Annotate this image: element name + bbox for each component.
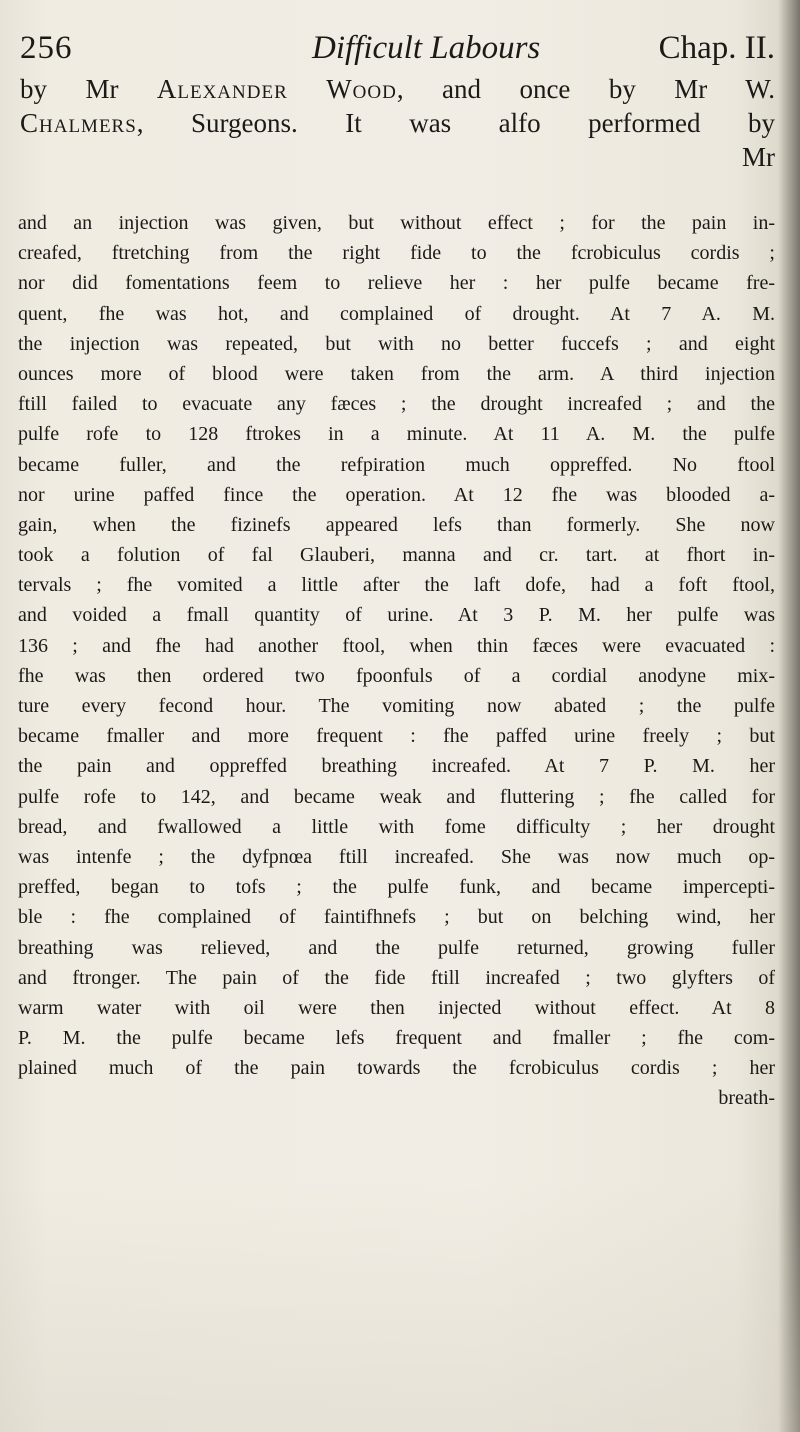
running-header — [20, 26, 775, 70]
lead-line: by Mr Alexander Wood, and once by Mr W. — [20, 74, 775, 104]
text-line: took a folution of fal Glauberi, manna and cr. tart. at fhort in- — [18, 544, 775, 567]
page-number: 256 — [20, 30, 73, 66]
text-line: ftill failed to evacuate any fæces ; the drought increafed ; and the — [18, 393, 775, 416]
text-line: became fuller, and the refpiration much oppreffed. No ftool — [18, 453, 775, 476]
chapter-label: Chap. II. — [658, 30, 775, 66]
text-line: quent, fhe was hot, and complained of drought. At 7 A. M. — [18, 302, 775, 325]
text-line: ounces more of blood were taken from the arm. A third injection — [18, 362, 775, 385]
text-line: P. M. the pulfe became lefs frequent and fmaller ; fhe com- — [18, 1027, 775, 1050]
catchword: Mr — [742, 142, 775, 172]
lead-line: Chalmers, Surgeons. It was alfo performed by — [20, 108, 775, 138]
running-title: Difficult Labours — [312, 30, 541, 66]
text-line: ture every fecond hour. The vomiting now abated ; the pulfe — [18, 695, 775, 717]
text-line: 136 ; and fhe had another ftool, when thin fæces were evacuated : — [18, 634, 775, 657]
text-line: the injection was repeated, but with no better fuccefs ; and eight — [18, 332, 775, 355]
text-line: ble : fhe complained of faintifhnefs ; but on belching wind, her — [18, 906, 775, 929]
text-line: breathing was relieved, and the pulfe returned, growing fuller — [18, 936, 775, 959]
text-line: tervals ; fhe vomited a little after the laft dofe, had a foft ftool, — [18, 574, 775, 597]
text-line: gain, when the fizinefs appeared lefs than formerly. She now — [18, 513, 775, 536]
text-line: pulfe rofe to 142, and became weak and fluttering ; fhe called for — [18, 785, 775, 808]
page-bottom-shade — [0, 1180, 800, 1432]
text-line: pulfe rofe to 128 ftrokes in a minute. At 11 A. M. the pulfe — [18, 423, 775, 446]
text-line: plained much of the pain towards the fcrobiculus cordis ; her — [18, 1057, 775, 1080]
text-line: nor did fomentations feem to relieve her : her pulfe became fre- — [18, 272, 775, 295]
catchword: breath- — [718, 1087, 775, 1110]
text-line: nor urine paffed fince the operation. At 12 fhe was blooded a- — [18, 483, 775, 506]
text-line: the pain and oppreffed breathing increafed. At 7 P. M. her — [18, 755, 775, 778]
text-line: and voided a fmall quantity of urine. At 3 P. M. her pulfe was — [18, 604, 775, 627]
body-paragraph — [18, 208, 775, 1114]
text-line: and an injection was given, but without effect ; for the pain in- — [18, 212, 775, 234]
text-line: fhe was then ordered two fpoonfuls of a cordial anodyne mix- — [18, 664, 775, 687]
lead-paragraph — [20, 72, 775, 174]
text-line: preffed, began to tofs ; the pulfe funk, and became impercepti- — [18, 876, 775, 899]
text-line: was intenfe ; the dyfpnœa ftill increafed. She was now much op- — [18, 845, 775, 868]
text-line: creafed, ftretching from the right fide to the fcrobiculus cordis ; — [18, 242, 775, 265]
text-line: warm water with oil were then injected without effect. At 8 — [18, 996, 775, 1019]
text-line: bread, and fwallowed a little with fome difficulty ; her drought — [18, 815, 775, 838]
text-line: and ftronger. The pain of the fide ftill increafed ; two glyfters of — [18, 966, 775, 989]
text-line: became fmaller and more frequent : fhe paffed urine freely ; but — [18, 725, 775, 748]
